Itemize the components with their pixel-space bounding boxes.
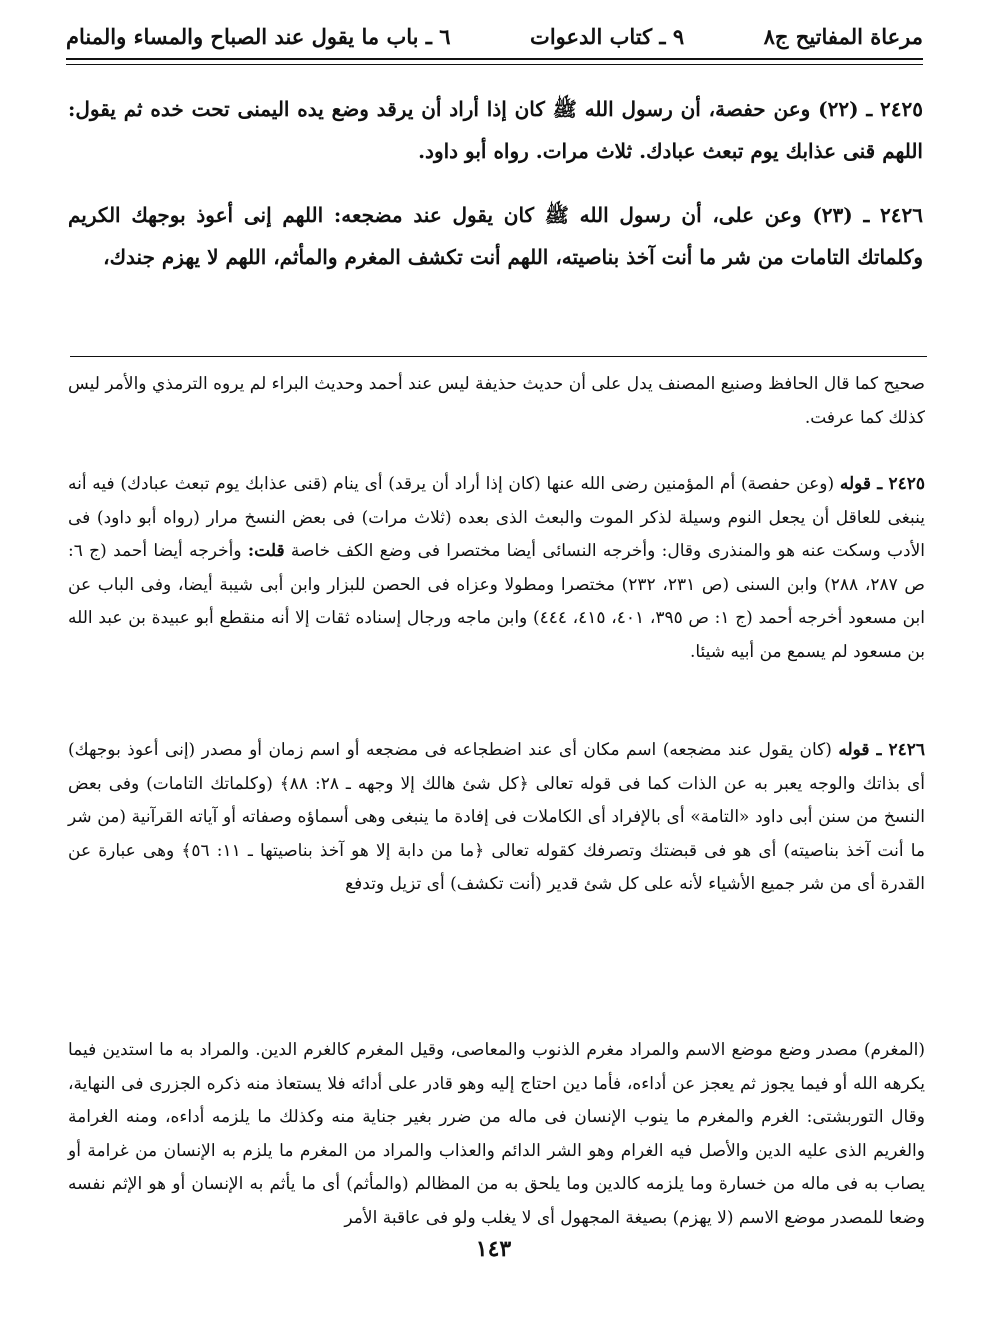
header-rule [66, 58, 923, 65]
commentary-mughram [68, 1034, 925, 1235]
commentary-number: ٢٤٢٥ ـ قوله [839, 474, 925, 494]
commentary-number: ٢٤٢٦ ـ قوله [838, 740, 925, 760]
commentary-2425 [68, 468, 925, 669]
commentary-text: وأخرجه أيضا أحمد (ج ٦: ص ٢٨٧، ٢٨٨) وابن السنى (ص ٢٣١، ٢٣٢) مختصرا ومطولا وعزاه فى الحصن للبزار وابن أبى شيبة أيضا، وفى الباب عن ابن مسعود أخرجه أحمد (ج ١: ص ٣٩٥، ٤٠١، ٤١٥، ٤٤٤) وابن ماجه ورجال إسناده ثقات إلا أنه منقطع أبو عبيدة بن عبد الله بن مسعود لم يسمع من أبيه شيئا. [68, 541, 925, 662]
running-header [66, 18, 923, 54]
section-divider [70, 356, 927, 357]
hadith-2426 [68, 194, 923, 278]
commentary-2426 [68, 734, 925, 902]
hadith-text: وعن حفصة، أن رسول الله ﷺ كان إذا أراد أن يرقد وضع يده اليمنى تحت خده ثم يقول: اللهم قنى عذابك يوم تبعث عبادك. ثلاث مرات. رواه أبو داود. [68, 97, 923, 163]
commentary-text: (المغرم) مصدر وضع موضع الاسم والمراد مغرم الذنوب والمعاصى، وقيل المغرم كالغرم الدين. والمراد به ما استدين فيما يكرهه الله أو فيما يجوز ثم يعجز عن أداءه، فأما دين احتاج إليه وهو قادر على أدائه فلا يستعاذ منه ذكره الجزرى فى النهاية، وقال التوربشتى: الغرم والمغرم ما ينوب الإنسان فى ماله من ضرر بغير جناية منه وكذلك ما يلزمه أداءه، ومنه الغرامة والغريم الذى عليه الدين والأصل فيه الغرام وهو الشر الدائم والعذاب والمراد من المغرم ما يلزم به الإنسان من غرامة أو يصاب به فى ماله من خسارة وما يلزمه كالدين وما يلحق به من المظالم (والمأثم) أى ما يأثم به الإنسان أو هو الإثم نفسه وضعا للمصدر موضع الاسم (لا يهزم) بصيغة المجهول أى لا يغلب ولو فى عاقبة الأمر [68, 1040, 925, 1228]
qult-label: قلت: [247, 541, 285, 561]
hadith-number: ٢٤٢٥ ـ (٢٢) [818, 97, 924, 121]
commentary-intro [68, 368, 925, 435]
header-book-title: مرعاة المفاتيح ج٨ [763, 23, 923, 49]
commentary-text: (وعن حفصة) أم المؤمنين رضى الله عنها (كان إذا أراد أن يرقد) أى ينام (قنى عذابك يوم تبعث عبادك) فيه أنه ينبغى للعاقل أن يجعل النوم وسيلة لذكر الموت والبعث الذى بعده (ثلاث مرات) فى بعض النسخ مرار (رواه أبو داود) فى الأدب وسكت عنه هو والمنذرى وقال: وأخرجه النسائى أيضا مختصرا فى وضع الكف خاصة [68, 474, 925, 561]
header-kitab: ٩ ـ كتاب الدعوات [530, 23, 685, 49]
hadith-2425 [68, 88, 923, 172]
page-number: ١٤٣ [475, 1236, 512, 1262]
commentary-text: صحيح كما قال الحافظ وصنيع المصنف يدل على أن حديث حذيفة ليس عند أحمد وحديث البراء لم يروه الترمذي والأمر ليس كذلك كما عرفت. [68, 374, 925, 428]
hadith-text: وعن على، أن رسول الله ﷺ كان يقول عند مضجعه: اللهم إنى أعوذ بوجهك الكريم وكلماتك التامات من شر ما أنت آخذ بناصيته، اللهم أنت تكشف المغرم والمأثم، اللهم لا يهزم جندك، [68, 203, 923, 269]
commentary-text: (كان يقول عند مضجعه) اسم مكان أى عند اضطجاعه فى مضجعه أو اسم زمان أو مصدر (إنى أعوذ بوجهك) أى بذاتك والوجه يعبر به عن الذات كما فى قوله تعالى ﴿كل شئ هالك إلا وجهه ـ ٢٨: ٨٨﴾ (وكلماتك التامات) وفى بعض النسخ من سنن أبى داود «التامة» أى بالإفراد أى الكاملات فى إفادة ما ينبغى وهى أسماؤه وصفاته أو آياته القرآنية (من شر ما أنت آخذ بناصيته) أى هو فى قبضتك وتصرفك كقوله تعالى ﴿ما من دابة إلا هو آخذ بناصيتها ـ ١١: ٥٦﴾ وهى عبارة عن القدرة أى من شر جميع الأشياء لأنه على كل شئ قدير (أنت تكشف) أى تزيل وتدفع [68, 740, 925, 894]
header-bab: ٦ ـ باب ما يقول عند الصباح والمساء والمنام [66, 23, 451, 49]
hadith-number: ٢٤٢٦ ـ (٢٣) [812, 203, 923, 227]
